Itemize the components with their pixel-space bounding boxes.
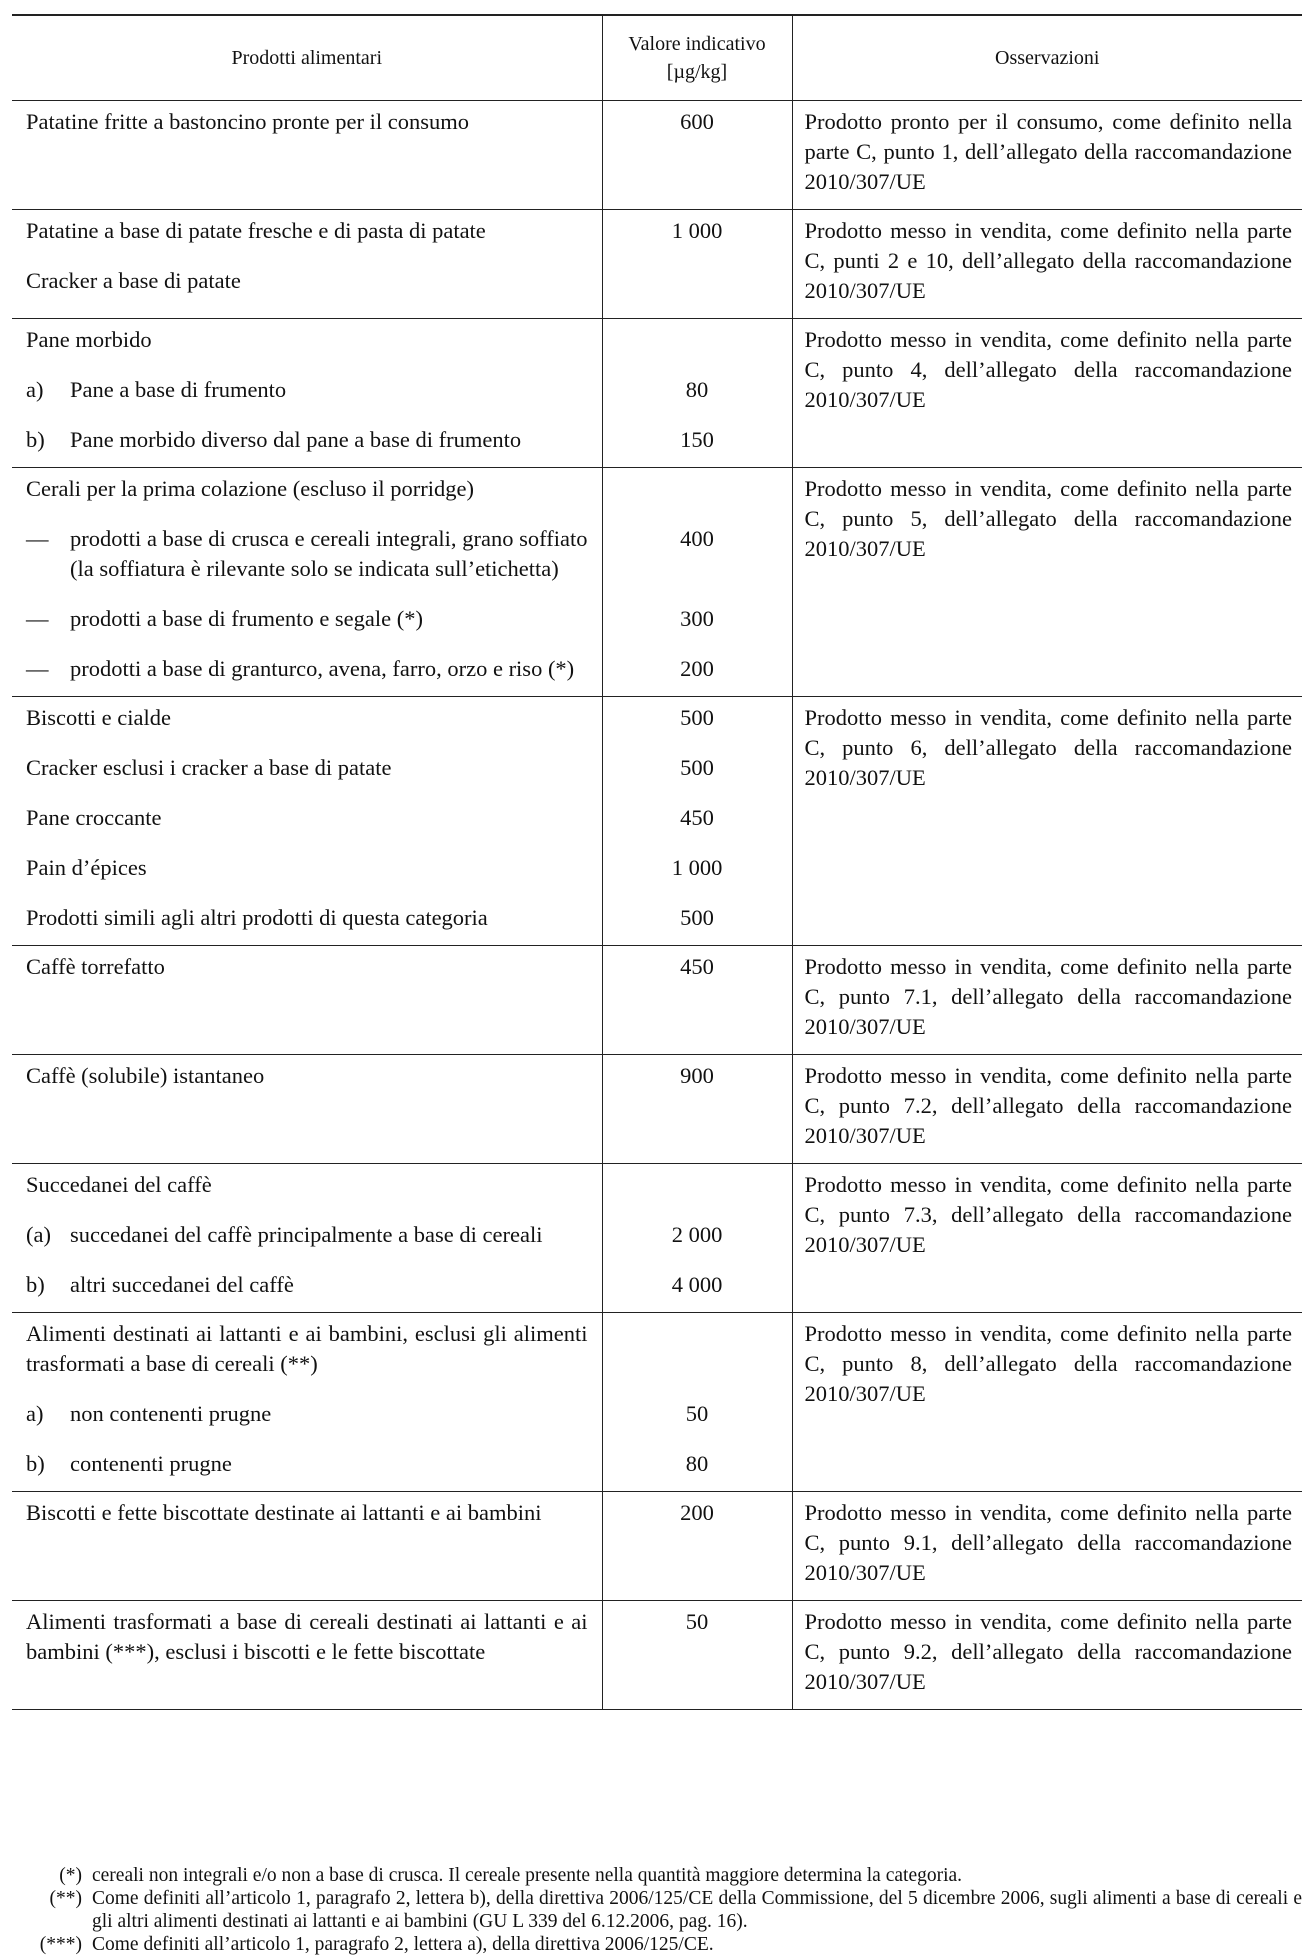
indicative-value: [607, 325, 788, 355]
indicative-value: 80: [685, 377, 709, 402]
indicative-value-cell: [602, 1313, 792, 1492]
subitem-marker: —: [26, 526, 49, 551]
indicative-value-cell: [602, 1492, 792, 1601]
product-cell: [12, 210, 602, 319]
indicative-value: 200: [680, 1500, 714, 1525]
remark-cell: [792, 1601, 1302, 1710]
remark-text: Prodotto messo in vendita, come definito nella parte C, punto 4, dell’allegato della raccomandazione 2010/307/UE: [804, 327, 1292, 412]
product-label: Patatine a base di patate fresche e di pasta di patate: [26, 218, 486, 243]
remark-cell: [792, 946, 1302, 1055]
indicative-value: 450: [680, 805, 714, 830]
footnote-text: cereali non integrali e/o non a base di crusca. Il cereale presente nella quantità maggiore determina la categoria.: [92, 1865, 963, 1886]
indicative-value: 2 000: [671, 1222, 723, 1247]
indicative-value: 500: [680, 705, 714, 730]
subitem-marker: —: [26, 656, 49, 681]
footnote-text: Come definiti all’articolo 1, paragrafo 2, lettera b), della direttiva 2006/125/CE della Commissione, del 5 dicembre 2006, sugli alimenti a base di cereali e gli altri alimenti destinati ai lattanti e ai bambini (GU L 339 del 6.12.2006, pag. 16).: [92, 1888, 1302, 1932]
indicative-value: 500: [680, 905, 714, 930]
subitem-text: altri succedanei del caffè: [70, 1272, 294, 1297]
product-cell: [12, 1313, 602, 1492]
remark-cell: [792, 210, 1302, 319]
footnote-marker: (***): [39, 1934, 82, 1955]
remark-cell: [792, 1055, 1302, 1164]
product-label: Cerali per la prima colazione (escluso il porridge): [26, 476, 474, 501]
product-label: Alimenti trasformati a base di cereali destinati ai lattanti e ai bambini (***), esclusi i biscotti e le fette biscottate: [26, 1609, 588, 1664]
indicative-values-table: [12, 14, 1302, 1710]
remark-text: Prodotto messo in vendita, come definito nella parte C, punto 7.1, dell’allegato della raccomandazione 2010/307/UE: [804, 954, 1292, 1039]
footnote: [12, 1864, 1302, 1887]
indicative-value-cell: [602, 210, 792, 319]
product-cell: [12, 946, 602, 1055]
header-indicative-value: Valore indicativo [µg/kg]: [602, 15, 792, 101]
product-cell: [12, 101, 602, 210]
indicative-value-cell: [602, 101, 792, 210]
product-label: Pane croccante: [26, 805, 162, 830]
subitem-marker: —: [26, 606, 49, 631]
remark-text: Prodotto messo in vendita, come definito nella parte C, punto 5, dell’allegato della raccomandazione 2010/307/UE: [804, 476, 1292, 561]
table-row: [12, 1055, 1302, 1164]
indicative-value: [607, 474, 788, 504]
product-cell: [12, 1601, 602, 1710]
remark-text: Prodotto messo in vendita, come definito nella parte C, punto 9.1, dell’allegato della raccomandazione 2010/307/UE: [804, 1500, 1292, 1585]
indicative-value: 300: [680, 606, 714, 631]
indicative-value-cell: [602, 1601, 792, 1710]
remark-cell: [792, 101, 1302, 210]
indicative-value: 80: [685, 1451, 709, 1476]
product-label: Pain d’épices: [26, 855, 147, 880]
indicative-value: 1 000: [671, 855, 723, 880]
remark-text: Prodotto messo in vendita, come definito nella parte C, punto 9.2, dell’allegato della raccomandazione 2010/307/UE: [804, 1609, 1292, 1694]
product-subitem: [26, 524, 588, 584]
product-subitem: [26, 375, 588, 405]
indicative-value: 600: [680, 109, 714, 134]
remark-text: Prodotto messo in vendita, come definito nella parte C, punto 7.2, dell’allegato della raccomandazione 2010/307/UE: [804, 1063, 1292, 1148]
indicative-value: 900: [680, 1063, 714, 1088]
subitem-text: prodotti a base di frumento e segale (*): [70, 606, 424, 631]
footnote: [12, 1933, 1302, 1956]
subitem-marker: a): [26, 377, 44, 402]
table-body: [12, 101, 1302, 1710]
footnote: [12, 1887, 1302, 1933]
indicative-value-cell: [602, 319, 792, 468]
product-label: Pane morbido: [26, 327, 152, 352]
table-row: [12, 101, 1302, 210]
footnotes: [12, 1864, 1302, 1956]
indicative-value: 4 000: [671, 1272, 723, 1297]
indicative-value-cell: [602, 946, 792, 1055]
indicative-value-cell: [602, 697, 792, 946]
product-label: Patatine fritte a bastoncino pronte per il consumo: [26, 109, 470, 134]
indicative-value: 150: [680, 427, 714, 452]
product-cell: [12, 468, 602, 697]
indicative-value: [607, 266, 788, 296]
subitem-text: succedanei del caffè principalmente a base di cereali: [70, 1222, 543, 1247]
remark-text: Prodotto pronto per il consumo, come definito nella parte C, punto 1, dell’allegato della raccomandazione 2010/307/UE: [804, 109, 1292, 194]
product-label: Alimenti destinati ai lattanti e ai bambini, esclusi gli alimenti trasformati a base di cereali (**): [26, 1321, 588, 1376]
subitem-marker: b): [26, 1451, 45, 1476]
product-cell: [12, 1492, 602, 1601]
subitem-text: Pane a base di frumento: [70, 377, 287, 402]
product-label: Caffè (solubile) istantaneo: [26, 1063, 265, 1088]
indicative-value-cell: [602, 1055, 792, 1164]
product-label: Biscotti e cialde: [26, 705, 171, 730]
remark-cell: [792, 319, 1302, 468]
subitem-text: non contenenti prugne: [70, 1401, 272, 1426]
subitem-marker: b): [26, 427, 45, 452]
remark-text: Prodotto messo in vendita, come definito nella parte C, punto 8, dell’allegato della raccomandazione 2010/307/UE: [804, 1321, 1292, 1406]
indicative-value: 400: [680, 526, 714, 551]
table-row: [12, 1164, 1302, 1313]
product-subitem: [26, 1270, 588, 1300]
product-subitem: [26, 425, 588, 455]
indicative-value: 50: [685, 1609, 709, 1634]
subitem-marker: a): [26, 1401, 44, 1426]
product-subitem: [26, 604, 588, 634]
remark-cell: [792, 697, 1302, 946]
product-label: Prodotti simili agli altri prodotti di questa categoria: [26, 905, 488, 930]
footnote-marker: (*): [59, 1865, 82, 1886]
product-subitem: [26, 1399, 588, 1429]
indicative-value-cell: [602, 468, 792, 697]
indicative-value-cell: [602, 1164, 792, 1313]
indicative-value: 50: [685, 1401, 709, 1426]
table-row: [12, 468, 1302, 697]
subitem-marker: b): [26, 1272, 45, 1297]
product-label: Cracker esclusi i cracker a base di patate: [26, 755, 392, 780]
subitem-text: prodotti a base di granturco, avena, farro, orzo e riso (*): [70, 656, 575, 681]
table-row: [12, 697, 1302, 946]
footnote-marker: (**): [49, 1888, 82, 1909]
table-row: [12, 210, 1302, 319]
subitem-text: prodotti a base di crusca e cereali integrali, grano soffiato (la soffiatura è rilevante solo se indicata sull’etichetta): [70, 526, 588, 581]
product-label: Biscotti e fette biscottate destinate ai lattanti e ai bambini: [26, 1500, 542, 1525]
remark-text: Prodotto messo in vendita, come definito nella parte C, punto 7.3, dell’allegato della raccomandazione 2010/307/UE: [804, 1172, 1292, 1257]
indicative-value: [607, 1170, 788, 1200]
subitem-text: Pane morbido diverso dal pane a base di frumento: [70, 427, 522, 452]
remark-cell: [792, 1164, 1302, 1313]
header-products: Prodotti alimentari: [12, 15, 602, 101]
footnote-text: Come definiti all’articolo 1, paragrafo 2, lettera a), della direttiva 2006/125/CE.: [92, 1934, 714, 1955]
table-row: [12, 946, 1302, 1055]
product-subitem: [26, 1220, 588, 1250]
product-subitem: [26, 654, 588, 684]
table-header-row: [12, 15, 1302, 101]
subitem-text: contenenti prugne: [70, 1451, 232, 1476]
product-cell: [12, 697, 602, 946]
remark-cell: [792, 1492, 1302, 1601]
product-cell: [12, 1164, 602, 1313]
indicative-value: 500: [680, 755, 714, 780]
indicative-value: [607, 1319, 788, 1379]
remark-cell: [792, 1313, 1302, 1492]
table-row: [12, 1313, 1302, 1492]
product-label: Succedanei del caffè: [26, 1172, 212, 1197]
remark-text: Prodotto messo in vendita, come definito nella parte C, punti 2 e 10, dell’allegato della raccomandazione 2010/307/UE: [804, 218, 1292, 303]
table-row: [12, 319, 1302, 468]
subitem-marker: (a): [26, 1222, 51, 1247]
remark-cell: [792, 468, 1302, 697]
product-label: Caffè torrefatto: [26, 954, 165, 979]
product-label: Cracker a base di patate: [26, 268, 241, 293]
indicative-value: 1 000: [671, 218, 723, 243]
indicative-value: 450: [680, 954, 714, 979]
indicative-value: 200: [680, 656, 714, 681]
remark-text: Prodotto messo in vendita, come definito nella parte C, punto 6, dell’allegato della raccomandazione 2010/307/UE: [804, 705, 1292, 790]
table-row: [12, 1492, 1302, 1601]
product-cell: [12, 319, 602, 468]
table-row: [12, 1601, 1302, 1710]
header-remarks: Osservazioni: [792, 15, 1302, 101]
product-cell: [12, 1055, 602, 1164]
product-subitem: [26, 1449, 588, 1479]
